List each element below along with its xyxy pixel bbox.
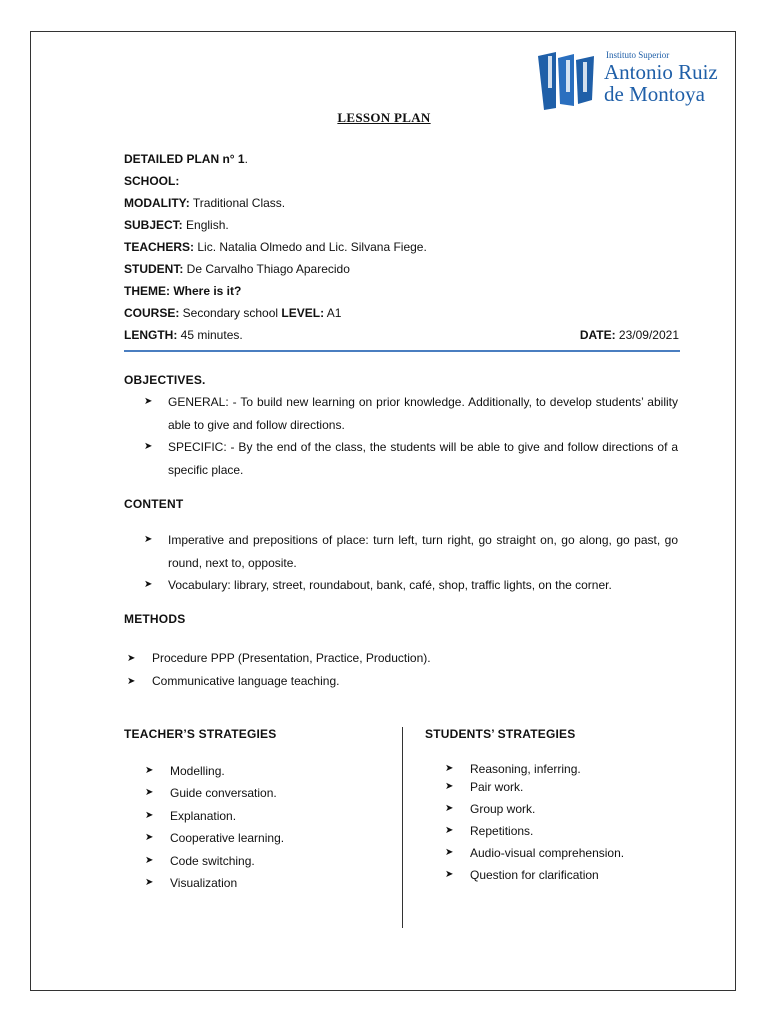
list-item xyxy=(145,805,284,827)
list-item xyxy=(145,827,284,849)
logo-emblem-icon xyxy=(536,48,602,112)
teachers-row xyxy=(124,236,679,258)
teacher-strategies-heading: TEACHER’S STRATEGIES xyxy=(124,727,277,741)
method-item-2: Communicative language teaching. xyxy=(152,674,340,688)
logo-subtitle: Instituto Superior xyxy=(606,50,670,60)
list-item xyxy=(145,760,284,782)
teacher-strategy: Guide conversation. xyxy=(170,786,277,801)
list-item xyxy=(445,864,624,886)
arrow-bullet-icon: ➤ xyxy=(445,869,454,880)
list-item xyxy=(145,872,284,894)
list-item xyxy=(145,850,284,872)
school-label: SCHOOL: xyxy=(124,174,180,188)
student-value: De Carvalho Thiago Aparecido xyxy=(183,262,350,276)
modality-label: MODALITY: xyxy=(124,196,190,210)
list-item xyxy=(445,798,624,820)
subject-label: SUBJECT: xyxy=(124,218,183,232)
list-item xyxy=(127,647,431,670)
objectives-heading: OBJECTIVES. xyxy=(124,373,206,387)
objectives-list xyxy=(124,391,678,481)
theme-label: THEME: xyxy=(124,284,170,298)
arrow-bullet-icon: ➤ xyxy=(127,676,136,687)
teacher-strategy: Code switching. xyxy=(170,853,255,868)
objective-specific: SPECIFIC: - By the end of the class, the students will be able to give and follow directions of a specific place. xyxy=(168,440,678,477)
student-strategy: Audio-visual comprehension. xyxy=(470,846,625,860)
institute-logo xyxy=(536,48,726,114)
teacher-strategies-list xyxy=(145,760,284,894)
student-strategy: Reasoning, inferring. xyxy=(470,762,581,776)
arrow-bullet-icon: ➤ xyxy=(144,579,153,590)
student-strategy: Pair work. xyxy=(470,780,524,794)
date-label: DATE: xyxy=(579,328,616,342)
date-value: 23/09/2021 xyxy=(615,328,679,342)
plan-info xyxy=(124,148,679,346)
arrow-bullet-icon: ➤ xyxy=(145,854,154,866)
theme-row xyxy=(124,280,679,302)
arrow-bullet-icon: ➤ xyxy=(145,787,154,799)
student-strategy: Repetitions. xyxy=(470,824,534,838)
school-row xyxy=(124,170,679,192)
level-value: A1 xyxy=(324,306,342,320)
length-label: LENGTH: xyxy=(124,328,178,342)
list-item xyxy=(445,760,624,776)
list-item xyxy=(124,529,678,574)
teacher-strategy: Visualization xyxy=(170,876,238,891)
arrow-bullet-icon: ➤ xyxy=(144,441,153,452)
list-item xyxy=(445,820,624,842)
plan-label: DETAILED PLAN n° 1 xyxy=(124,152,245,166)
plan-suffix: . xyxy=(244,152,248,166)
teachers-label: TEACHERS: xyxy=(124,240,195,254)
subject-row xyxy=(124,214,679,236)
arrow-bullet-icon: ➤ xyxy=(145,832,154,844)
list-item xyxy=(127,670,431,693)
teacher-strategy: Cooperative learning. xyxy=(170,831,285,846)
plan-number-row xyxy=(124,148,679,170)
arrow-bullet-icon: ➤ xyxy=(145,765,154,776)
content-item-1: Imperative and prepositions of place: turn left, turn right, go straight on, go along, go past, go round, next to, opposite. xyxy=(168,533,678,570)
teacher-strategy: Explanation. xyxy=(170,808,237,823)
modality-value: Traditional Class. xyxy=(189,196,286,210)
date xyxy=(580,324,679,346)
column-separator xyxy=(402,727,403,928)
arrow-bullet-icon: ➤ xyxy=(145,809,154,821)
theme-value: Where is it? xyxy=(170,284,242,298)
arrow-bullet-icon: ➤ xyxy=(445,763,454,774)
student-strategy: Question for clarification xyxy=(470,868,599,882)
student-row xyxy=(124,258,679,280)
content-list xyxy=(124,529,678,597)
logo-name-line2: de Montoya xyxy=(604,82,705,106)
content-heading: CONTENT xyxy=(124,497,184,511)
student-strategy: Group work. xyxy=(470,802,536,816)
list-item xyxy=(124,436,678,481)
list-item xyxy=(445,776,624,798)
course-label: COURSE: xyxy=(124,306,180,320)
methods-heading: METHODS xyxy=(124,612,186,626)
student-strategies-heading: STUDENTS’ STRATEGIES xyxy=(425,727,576,741)
list-item xyxy=(145,782,284,804)
arrow-bullet-icon: ➤ xyxy=(445,825,454,836)
method-item-1: Procedure PPP (Presentation, Practice, Production). xyxy=(152,651,431,665)
arrow-bullet-icon: ➤ xyxy=(127,653,136,664)
logo-name xyxy=(604,61,718,105)
subject-value: English. xyxy=(182,218,229,232)
student-strategies-list xyxy=(445,760,624,886)
teachers-value: Lic. Natalia Olmedo and Lic. Silvana Fiege. xyxy=(194,240,427,254)
methods-list xyxy=(127,647,431,693)
arrow-bullet-icon: ➤ xyxy=(445,847,454,858)
teacher-strategy: Modelling. xyxy=(170,764,225,778)
level-label: LEVEL: xyxy=(281,306,325,320)
course-row xyxy=(124,302,679,324)
divider-line xyxy=(124,350,680,352)
modality-row xyxy=(124,192,679,214)
objective-general: GENERAL: - To build new learning on prior knowledge. Additionally, to develop students’ ability able to give and follow directions. xyxy=(168,395,678,432)
list-item xyxy=(445,842,624,864)
list-item xyxy=(124,391,678,436)
list-item xyxy=(124,574,678,597)
length-row xyxy=(124,324,679,346)
arrow-bullet-icon: ➤ xyxy=(144,396,153,407)
arrow-bullet-icon: ➤ xyxy=(144,534,153,545)
document-title: LESSON PLAN xyxy=(337,110,431,125)
arrow-bullet-icon: ➤ xyxy=(445,781,454,792)
arrow-bullet-icon: ➤ xyxy=(145,877,154,889)
logo-name-line1: Antonio Ruiz xyxy=(604,60,718,84)
length-value: 45 minutes. xyxy=(177,328,243,342)
arrow-bullet-icon: ➤ xyxy=(445,803,454,814)
course-value: Secondary school xyxy=(179,306,282,320)
content-item-2: Vocabulary: library, street, roundabout, bank, café, shop, traffic lights, on the corner. xyxy=(168,578,612,592)
student-label: STUDENT: xyxy=(124,262,184,276)
